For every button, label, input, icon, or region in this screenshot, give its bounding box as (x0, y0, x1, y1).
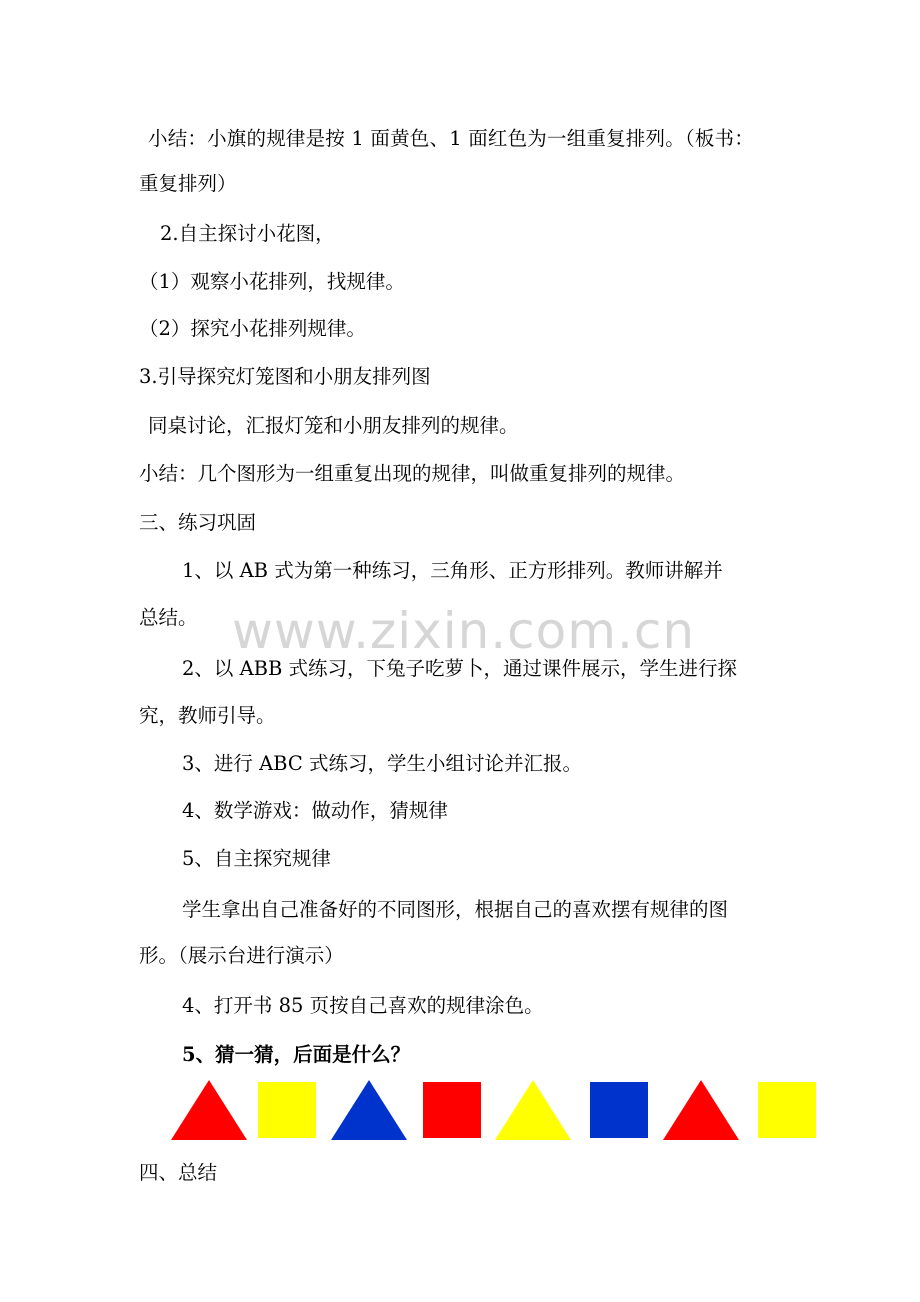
summary-flags-line1: 小结：小旗的规律是按 1 面黄色、1 面红色为一组重复排列。（板书： (148, 127, 754, 150)
triangle-shape (495, 1080, 571, 1142)
exercise-3: 3、进行 ABC 式练习，学生小组讨论并汇报。 (182, 752, 582, 775)
exercise-4-coloring: 4、打开书 85 页按自己喜欢的规律涂色。 (182, 994, 544, 1017)
shape-pattern-row (0, 1080, 920, 1142)
exercise-1-line2: 总结。 (139, 606, 198, 629)
section-3-heading: 三、练习巩固 (139, 511, 257, 534)
square-shape (258, 1080, 316, 1138)
square-shape (590, 1080, 648, 1138)
exercise-5-guess: 5、猜一猜，后面是什么？ (182, 1043, 411, 1066)
summary-flags-line2: 重复排列） (139, 172, 237, 195)
step-2-item-2: （2）探究小花排列规律。 (139, 317, 366, 340)
student-activity-line1: 学生拿出自己准备好的不同图形，根据自己的喜欢摆有规律的图 (182, 898, 729, 921)
watermark: www.zixin.com.cn (232, 602, 696, 660)
exercise-4-game: 4、数学游戏：做动作，猜规律 (182, 799, 448, 822)
triangle-shape (171, 1080, 247, 1142)
exercise-5-explore: 5、自主探究规律 (182, 847, 331, 870)
exercise-1-line1: 1、以 AB 式为第一种练习，三角形、正方形排列。教师讲解并 (182, 559, 723, 582)
square-shape (758, 1080, 816, 1138)
step-2-item-1: （1）观察小花排列，找规律。 (139, 270, 405, 293)
section-4-heading: 四、总结 (139, 1161, 218, 1184)
step-2-heading: 2.自主探讨小花图， (160, 222, 335, 245)
exercise-2-line2: 究，教师引导。 (139, 704, 276, 727)
exercise-2-line1: 2、以 ABB 式练习，下兔子吃萝卜，通过课件展示，学生进行探 (182, 657, 738, 680)
triangle-shape (663, 1080, 739, 1142)
step-3-heading: 3.引导探究灯笼图和小朋友排列图 (139, 365, 431, 388)
triangle-shape (331, 1080, 407, 1142)
summary-repeat: 小结：几个图形为一组重复出现的规律，叫做重复排列的规律。 (139, 462, 686, 485)
student-activity-line2: 形。（展示台进行演示） (139, 944, 344, 967)
step-3-discussion: 同桌讨论，汇报灯笼和小朋友排列的规律。 (148, 414, 519, 437)
square-shape (423, 1080, 481, 1138)
